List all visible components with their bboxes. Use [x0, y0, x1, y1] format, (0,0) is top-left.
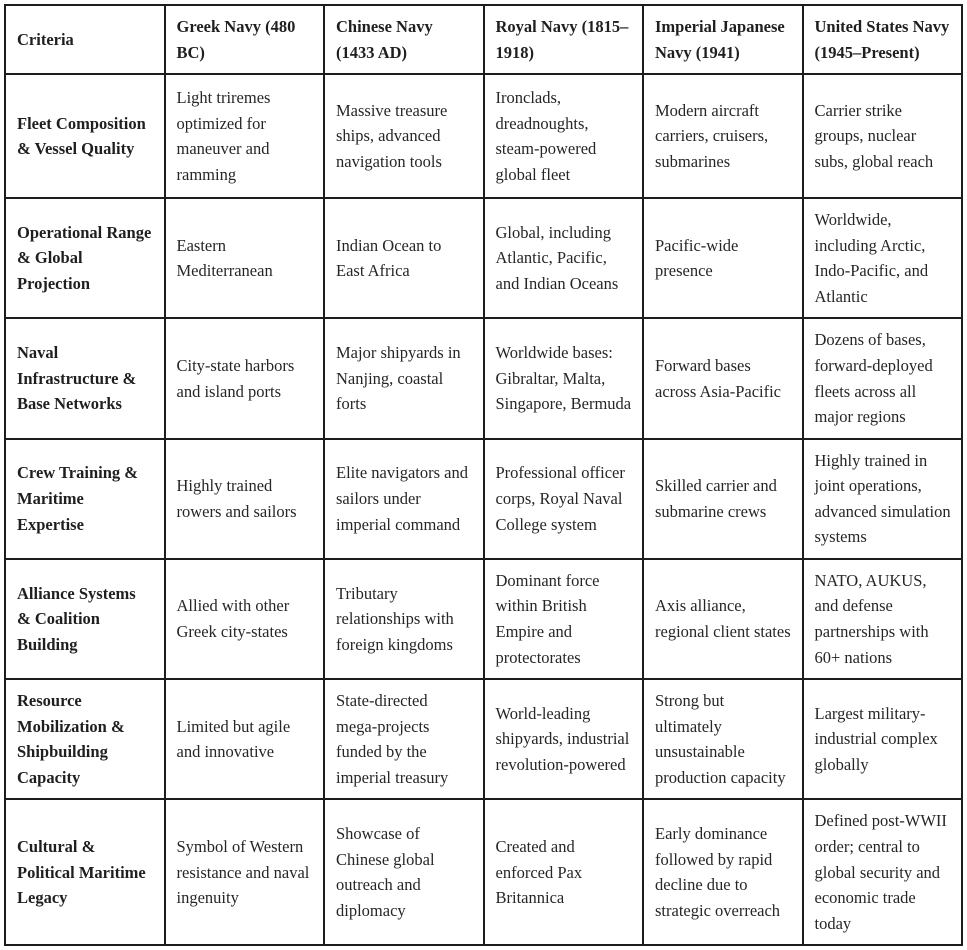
table-cell: Defined post-WWII order; central to global security and economic trade today	[803, 799, 963, 945]
table-row-crew-training	[5, 439, 962, 559]
table-cell: NATO, AUKUS, and defense partnerships with 60+ nations	[803, 559, 963, 679]
row-label-fleet-composition: Fleet Composition & Vessel Quality	[5, 74, 165, 198]
table-cell: Strong but ultimately unsustainable production capacity	[643, 679, 803, 799]
table-cell: Eastern Mediterranean	[165, 198, 325, 318]
table-cell: Pacific-wide presence	[643, 198, 803, 318]
table-cell: Worldwide bases: Gibraltar, Malta, Singapore, Bermuda	[484, 318, 644, 438]
row-label-alliance-systems: Alliance Systems & Coalition Building	[5, 559, 165, 679]
table-cell: Ironclads, dreadnoughts, steam-powered global fleet	[484, 74, 644, 198]
table-cell: Carrier strike groups, nuclear subs, global reach	[803, 74, 963, 198]
table-row-cultural-legacy	[5, 799, 962, 945]
column-header-chinese-navy: Chinese Navy (1433 AD)	[324, 5, 484, 74]
row-label-cultural-legacy: Cultural & Political Maritime Legacy	[5, 799, 165, 945]
table-cell: Professional officer corps, Royal Naval College system	[484, 439, 644, 559]
table-row-operational-range	[5, 198, 962, 318]
navy-comparison-table	[4, 4, 963, 946]
table-cell: Highly trained rowers and sailors	[165, 439, 325, 559]
table-row-fleet-composition	[5, 74, 962, 198]
table-cell: Created and enforced Pax Britannica	[484, 799, 644, 945]
column-header-greek-navy: Greek Navy (480 BC)	[165, 5, 325, 74]
table-cell: Global, including Atlantic, Pacific, and Indian Oceans	[484, 198, 644, 318]
column-header-royal-navy: Royal Navy (1815–1918)	[484, 5, 644, 74]
column-header-imperial-japanese-navy: Imperial Japanese Navy (1941)	[643, 5, 803, 74]
table-cell: State-directed mega-projects funded by the imperial treasury	[324, 679, 484, 799]
row-label-resource-mobilization: Resource Mobilization & Shipbuilding Capacity	[5, 679, 165, 799]
table-cell: Tributary relationships with foreign kingdoms	[324, 559, 484, 679]
table-cell: Showcase of Chinese global outreach and diplomacy	[324, 799, 484, 945]
table-cell: Axis alliance, regional client states	[643, 559, 803, 679]
table-cell: Limited but agile and innovative	[165, 679, 325, 799]
table-cell: Light triremes optimized for maneuver and ramming	[165, 74, 325, 198]
table-cell: Largest military-industrial complex globally	[803, 679, 963, 799]
table-cell: Indian Ocean to East Africa	[324, 198, 484, 318]
table-cell: Highly trained in joint operations, advanced simulation systems	[803, 439, 963, 559]
column-header-united-states-navy: United States Navy (1945–Present)	[803, 5, 963, 74]
table-row-resource-mobilization	[5, 679, 962, 799]
table-row-alliance-systems	[5, 559, 962, 679]
header-row	[5, 5, 962, 74]
row-label-operational-range: Operational Range & Global Projection	[5, 198, 165, 318]
table-cell: Dozens of bases, forward-deployed fleets across all major regions	[803, 318, 963, 438]
table-cell: Symbol of Western resistance and naval ingenuity	[165, 799, 325, 945]
table-cell: Worldwide, including Arctic, Indo-Pacific, and Atlantic	[803, 198, 963, 318]
row-label-crew-training: Crew Training & Maritime Expertise	[5, 439, 165, 559]
table-cell: Massive treasure ships, advanced navigation tools	[324, 74, 484, 198]
table-cell: Major shipyards in Nanjing, coastal forts	[324, 318, 484, 438]
table-cell: Modern aircraft carriers, cruisers, submarines	[643, 74, 803, 198]
table-cell: Early dominance followed by rapid decline due to strategic overreach	[643, 799, 803, 945]
table-cell: City-state harbors and island ports	[165, 318, 325, 438]
table-cell: Dominant force within British Empire and protectorates	[484, 559, 644, 679]
table-cell: Elite navigators and sailors under imperial command	[324, 439, 484, 559]
column-header-criteria: Criteria	[5, 5, 165, 74]
table-cell: Allied with other Greek city-states	[165, 559, 325, 679]
row-label-naval-infrastructure: Naval Infrastructure & Base Networks	[5, 318, 165, 438]
table-row-naval-infrastructure	[5, 318, 962, 438]
table-cell: World-leading shipyards, industrial revolution-powered	[484, 679, 644, 799]
table-cell: Forward bases across Asia-Pacific	[643, 318, 803, 438]
table-cell: Skilled carrier and submarine crews	[643, 439, 803, 559]
